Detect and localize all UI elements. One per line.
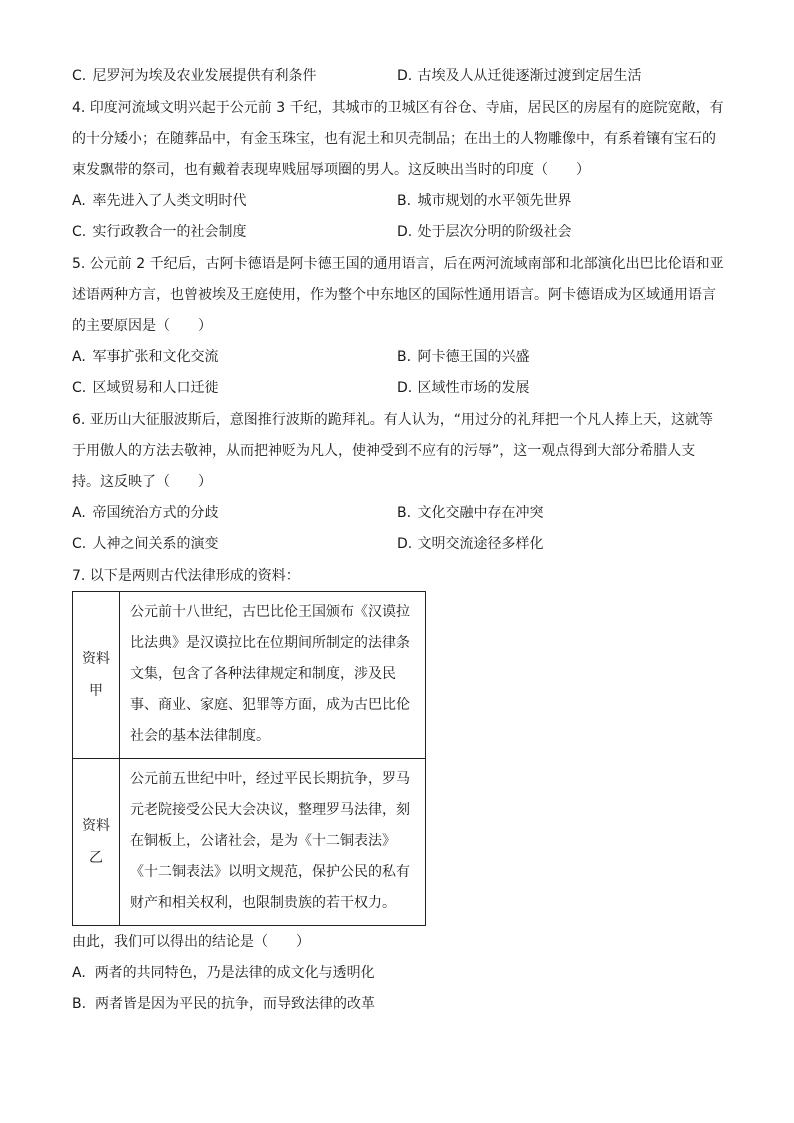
q7-materials-table [72,591,426,926]
q4-option-b[interactable]: B. 城市规划的水平领先世界 [397,193,572,209]
material-content-yi: 公元前五世纪中叶，经过平民长期抗争，罗马 元老院接受公民大会决议，整理罗马法律，刻 在铜板上，公诸社会，是为《十二铜表法》 《十二铜表法》以明文规范，保护公民的私有 财产和相关权利，也限制贵族的若干权力。 [120,759,426,926]
q4-stem-line-3: 束发飘带的祭司，也有戴着表现卑贱屈辱项圈的男人。这反映出当时的印度（ ） [72,162,590,178]
q6-option-a[interactable]: A. 帝国统治方式的分歧 [72,505,219,521]
q7-option-a[interactable]: A. 两者的共同特色，乃是法律的成文化与透明化 [72,965,375,981]
q5-options-ab [72,347,732,367]
q5-option-d[interactable]: D. 区域性市场的发展 [397,380,530,396]
q5-options-cd [72,378,732,398]
q3-option-d[interactable]: D. 古埃及人从迁徙逐渐过渡到定居生活 [397,68,642,84]
q6-option-b[interactable]: B. 文化交融中存在冲突 [397,505,544,521]
q5-stem-line-3: 的主要原因是（ ） [72,318,212,334]
q6-options-cd [72,534,732,554]
q4-option-a[interactable]: A. 率先进入了人类文明时代 [72,193,247,209]
q5-stem-line-1: 5. 公元前 2 千纪后，古阿卡德语是阿卡德王国的通用语言，后在两河流域南部和北部演化出巴比伦语和亚 [72,256,724,272]
q6-stem-line-2: 于用傲人的方法去敬神，从而把神贬为凡人，使神受到不应有的污辱”，这一观点得到大部分希腊人支 [72,443,696,459]
q6-option-d[interactable]: D. 文明交流途径多样化 [397,536,544,552]
material-content-jia: 公元前十八世纪，古巴比伦王国颁布《汉谟拉 比法典》是汉谟拉比在位期间所制定的法律条 文集，包含了各种法律规定和制度，涉及民 事、商业、家庭、犯罪等方面，成为古巴比伦 社会的基本法律制度。 [120,592,426,759]
q5-option-a[interactable]: A. 军事扩张和文化交流 [72,349,219,365]
q4-options-cd [72,222,732,242]
material-row-jia [73,592,426,759]
material-label-yi: 资料 乙 [73,759,120,926]
q7-question: 由此，我们可以得出的结论是（ ） [72,934,310,950]
material-row-yi [73,759,426,926]
q3-options-cd [72,66,732,86]
q6-options-ab [72,503,732,523]
q4-stem-line-2: 的十分矮小；在随葬品中，有金玉珠宝，也有泥土和贝壳制品；在出土的人物雕像中，有系着镶有宝石的 [72,131,716,147]
q4-stem-line-1: 4. 印度河流域文明兴起于公元前 3 千纪，其城市的卫城区有谷仓、寺庙，居民区的房屋有的庭院宽敞，有 [72,100,724,116]
q5-option-b[interactable]: B. 阿卡德王国的兴盛 [397,349,530,365]
q7-option-b[interactable]: B. 两者皆是因为平民的抗争，而导致法律的改革 [72,996,375,1012]
q4-option-d[interactable]: D. 处于层次分明的阶级社会 [397,224,572,240]
q6-stem-line-1: 6. 亚历山大征服波斯后，意图推行波斯的跪拜礼。有人认为，“用过分的礼拜把一个凡人捧上天，这就等 [72,412,714,428]
q6-option-c[interactable]: C. 人神之间关系的演变 [72,536,219,552]
q5-option-c[interactable]: C. 区域贸易和人口迁徙 [72,380,219,396]
q6-stem-line-3: 持。这反映了（ ） [72,474,212,490]
q3-option-c[interactable]: C. 尼罗河为埃及农业发展提供有利条件 [72,68,317,84]
q5-stem-line-2: 述语两种方言，也曾被埃及王庭使用，作为整个中东地区的国际性通用语言。阿卡德语成为区域通用语言 [72,287,716,303]
q4-option-c[interactable]: C. 实行政教合一的社会制度 [72,224,247,240]
q7-intro: 7. 以下是两则古代法律形成的资料： [72,568,300,584]
material-label-jia: 资料 甲 [73,592,120,759]
q4-options-ab [72,191,732,211]
